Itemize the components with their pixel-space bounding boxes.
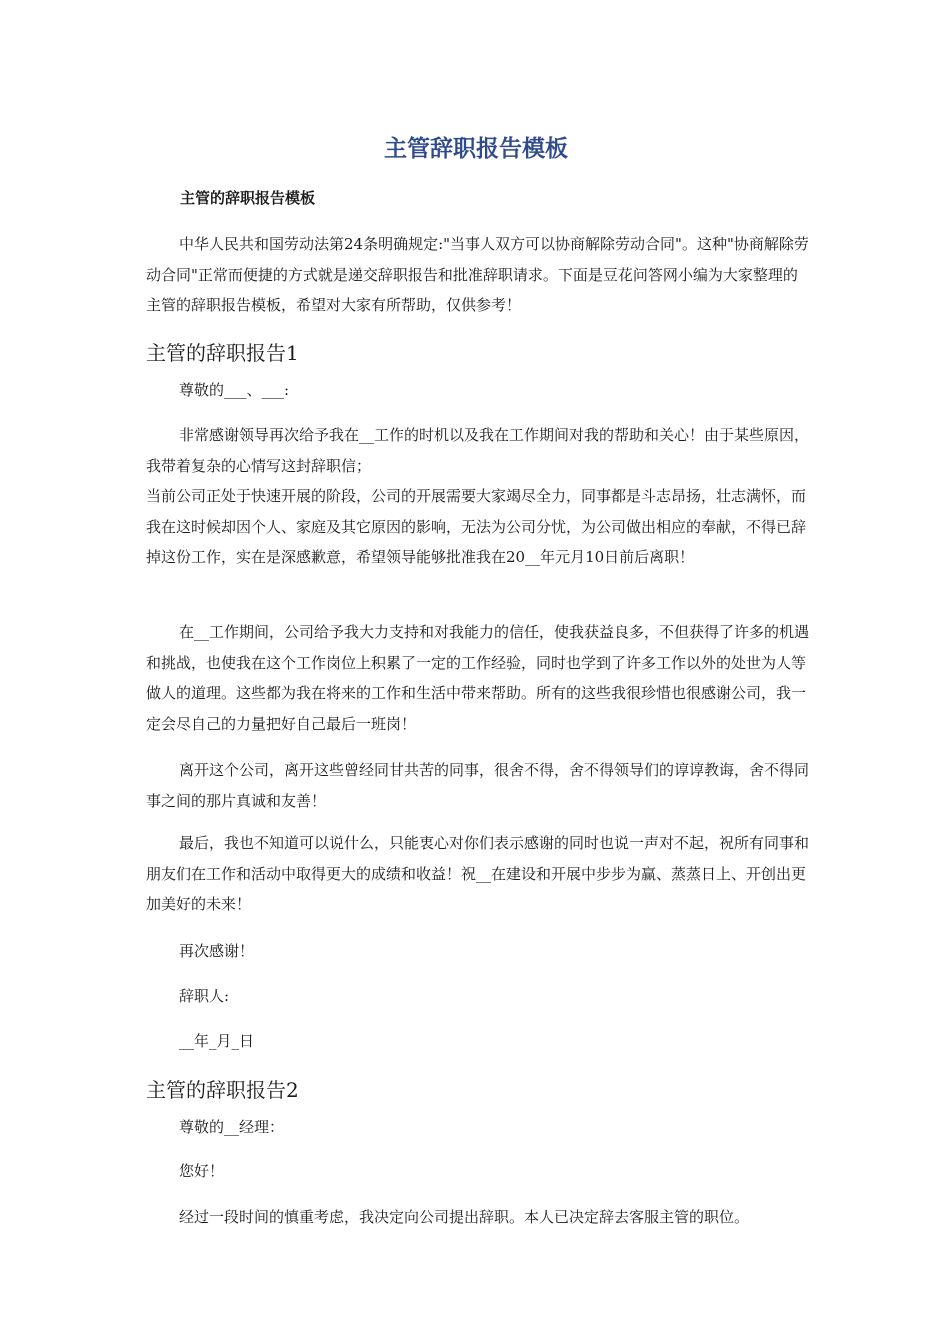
thanks-line: 再次感谢！ [179,942,255,960]
paragraph-1b: 当前公司正处于快速开展的阶段，公司的开展需要大家竭尽全力，同事都是斗志昂扬，壮志满怀，而我在这时候却因个人、家庭及其它原因的影响，无法为公司分忧，为公司做出相应的奉献，不得已辞掉这份工作，实在是深感歉意，希望领导能够批准我在20__年元月10日前后离职！ [146,487,807,566]
signer-line: 辞职人: [179,987,230,1005]
section-heading-2: 主管的辞职报告2 [146,1078,299,1102]
paragraph-2-1: 经过一段时间的慎重考虑，我决定向公司提出辞职。本人已决定辞去客服主管的职位。 [179,1208,750,1226]
greeting-2: 您好！ [179,1162,225,1180]
document-title: 主管辞职报告模板 [384,136,568,162]
document-subtitle: 主管的辞职报告模板 [180,189,316,207]
paragraph-1a: 非常感谢领导再次给予我在__工作的时机以及我在工作期间对我的帮助和关心！由于某些原因，我带着复杂的心情写这封辞职信； [146,426,810,475]
intro-paragraph: 中华人民共和国劳动法第24条明确规定:"当事人双方可以协商解除劳动合同"。这种"协商解除劳动合同"正常而便捷的方式就是递交辞职报告和批准辞职请求。下面是豆花问答网小编为大家整理的主管的辞职报告模板，希望对大家有所帮助，仅供参考！ [146,235,809,314]
salutation-2: 尊敬的__经理： [179,1118,285,1136]
paragraph-3: 离开这个公司，离开这些曾经同甘共苦的同事，很舍不得，舍不得领导们的谆谆教诲，舍不得同事之间的那片真诚和友善！ [146,761,810,810]
date-line: __年_月_日 [179,1032,255,1050]
paragraph-4: 最后，我也不知道可以说什么，只能衷心对你们表示感谢的同时也说一声对不起，祝所有同事和朋友们在工作和活动中取得更大的成绩和收益！祝__在建设和开展中步步为赢、蒸蒸日上、开创出更加美好的未来！ [146,834,810,913]
section-heading-1: 主管的辞职报告1 [146,341,299,365]
salutation-1: 尊敬的___、___: [179,381,290,399]
paragraph-2: 在__工作期间，公司给予我大力支持和对我能力的信任，使我获益良多，不但获得了许多的机遇和挑战，也使我在这个工作岗位上积累了一定的工作经验，同时也学到了许多工作以外的处世为人等做人的道理。这些都为我在将来的工作和生活中带来帮助。所有的这些我很珍惜也很感谢公司，我一定会尽自己的力量把好自己最后一班岗！ [146,623,810,733]
